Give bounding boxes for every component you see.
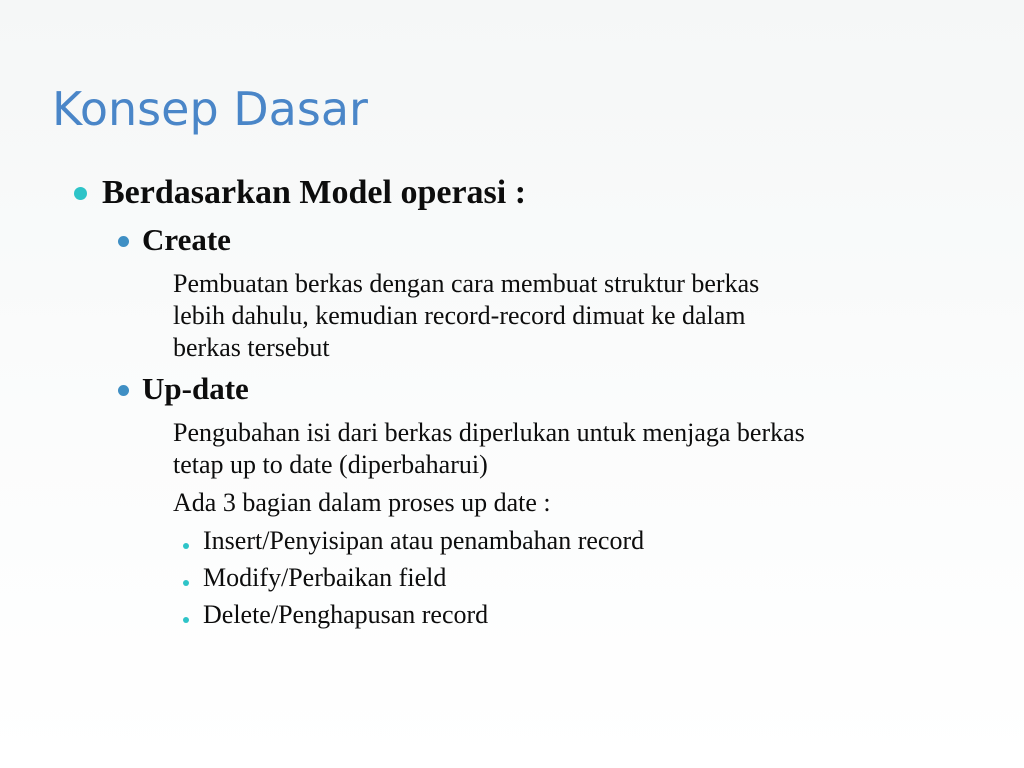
slide-title: Konsep Dasar <box>52 82 368 136</box>
section-label-create: Create <box>142 222 231 257</box>
bullet-dot-icon <box>74 187 87 200</box>
update-paragraph-line: Pengubahan isi dari berkas diperlukan untuk menjaga berkas <box>173 418 805 447</box>
list-item: Delete/Penghapusan record <box>203 600 489 629</box>
list-item: Insert/Penyisipan atau penambahan record <box>203 526 645 555</box>
bullet-dot-icon <box>118 236 129 247</box>
bullet-dot-icon <box>183 617 189 623</box>
section-label-update: Up-date <box>142 371 249 406</box>
create-paragraph-line: Pembuatan berkas dengan cara membuat struktur berkas <box>173 269 760 298</box>
list-item: Modify/Perbaikan field <box>203 563 447 592</box>
bullet-dot-icon <box>183 543 189 549</box>
bullet-dot-icon <box>118 385 129 396</box>
create-paragraph-line: berkas tersebut <box>173 333 330 362</box>
update-paragraph-line: tetap up to date (diperbaharui) <box>173 450 488 479</box>
main-heading: Berdasarkan Model operasi : <box>102 174 527 211</box>
create-paragraph-line: lebih dahulu, kemudian record-record dimuat ke dalam <box>173 301 746 330</box>
bullet-dot-icon <box>183 580 189 586</box>
update-intro: Ada 3 bagian dalam proses up date : <box>173 488 551 517</box>
